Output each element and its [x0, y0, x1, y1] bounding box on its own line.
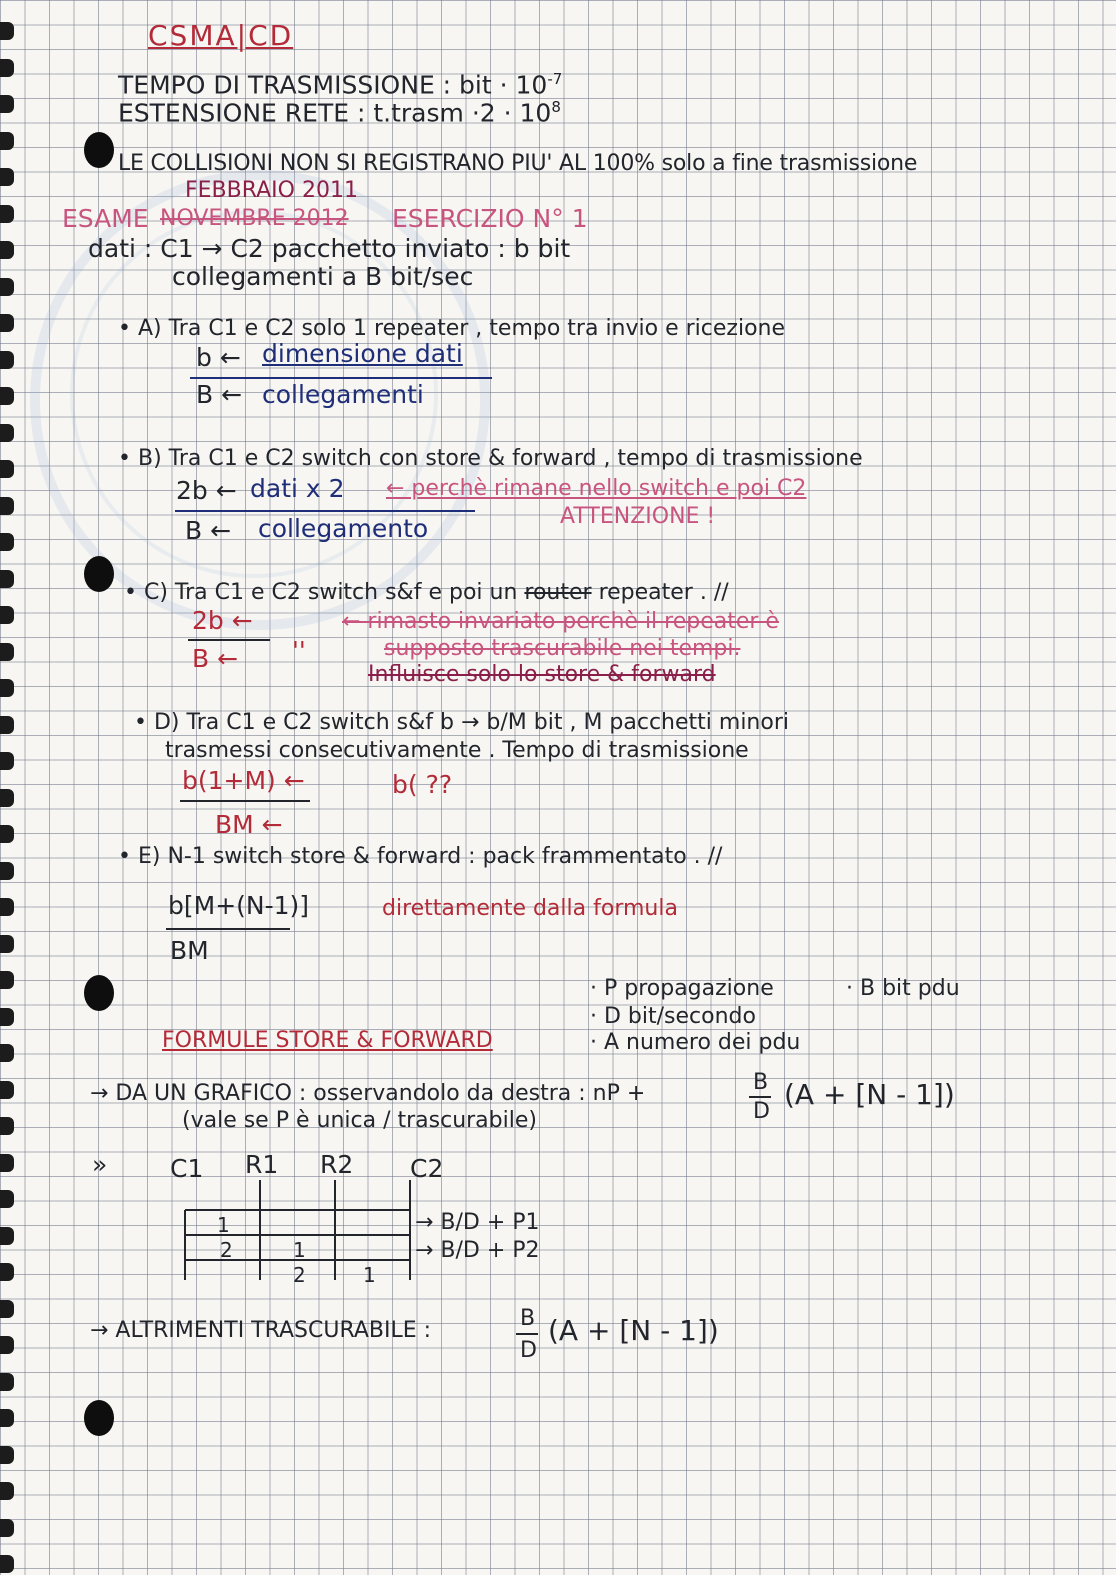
spiral-ring-icon: [0, 22, 14, 40]
spiral-ring-icon: [0, 825, 14, 843]
spiral-ring-icon: [0, 898, 14, 916]
spiral-ring-icon: [0, 789, 14, 807]
case-e-denominator: BM: [170, 936, 209, 965]
diagram-cell: 1: [293, 1238, 306, 1262]
page-title: CSMA|CD: [148, 19, 294, 52]
legend-propagation: · P propagazione: [590, 976, 774, 1001]
spiral-ring-icon: [0, 971, 14, 989]
graph-rule-condition: (vale se P è unica / trascurabile): [182, 1108, 537, 1133]
spiral-ring-icon: [0, 1263, 14, 1281]
spiral-ring-icon: [0, 59, 14, 77]
spiral-ring-icon: [0, 1409, 14, 1427]
spiral-ring-icon: [0, 168, 14, 186]
spiral-ring-icon: [0, 1555, 14, 1573]
case-b-text: • B) Tra C1 e C2 switch con store & forward , tempo di trasmissione: [118, 446, 863, 471]
diagram-cell: 2: [220, 1238, 233, 1262]
case-b-denominator-note: collegamento: [258, 514, 429, 543]
spiral-ring-icon: [0, 314, 14, 332]
legend-bits-pdu: · B bit pdu: [846, 976, 960, 1001]
case-c-note-2: supposto trascurabile nei tempi.: [384, 636, 741, 661]
spiral-ring-icon: [0, 862, 14, 880]
spiral-ring-icon: [0, 1190, 14, 1208]
spiral-ring-icon: [0, 387, 14, 405]
case-c-note-3: Influisce solo lo store & forward: [368, 662, 716, 687]
spiral-ring-icon: [0, 1446, 14, 1464]
spiral-ring-icon: [0, 1154, 14, 1172]
case-c-note-1: ← rimasto invariato perchè il repeater è: [342, 609, 779, 634]
fraction-bar: [166, 928, 290, 930]
otherwise-line: → ALTRIMENTI TRASCURABILE :: [90, 1318, 432, 1343]
spiral-ring-icon: [0, 497, 14, 515]
fraction-bar: [749, 1096, 771, 1098]
case-c-text: • C) Tra C1 e C2 switch s&f e poi un router repeater . //: [124, 580, 729, 605]
transmission-time-line: TEMPO DI TRASMISSIONE : bit · $10^{-7}$: [118, 70, 563, 100]
spiral-ring-icon: [0, 716, 14, 734]
spiral-ring-icon: [0, 752, 14, 770]
punch-hole-icon: [84, 975, 114, 1011]
fraction-bar: [180, 800, 310, 802]
punch-hole-icon: [84, 556, 114, 592]
graph-fraction-denominator: D: [753, 1099, 770, 1124]
diagram-label-c2: C2: [410, 1154, 444, 1183]
diagram-label-c1: C1: [170, 1154, 204, 1183]
attention-note: ATTENZIONE !: [560, 504, 716, 529]
network-extension-line: ESTENSIONE RETE : t.trasm $\cdot 2 \cdot 10^8$: [118, 98, 561, 128]
spiral-ring-icon: [0, 1081, 14, 1099]
graph-rule-rest: (A + [N - 1]): [784, 1078, 955, 1111]
formulas-heading: FORMULE STORE & FORWARD: [162, 1028, 493, 1053]
spiral-ring-icon: [0, 1482, 14, 1500]
case-c-denominator: B ←: [192, 644, 239, 673]
case-d-denominator: BM ←: [215, 810, 283, 839]
spiral-ring-icon: [0, 570, 14, 588]
case-a-numerator-note: dimensione dati: [262, 339, 463, 368]
spiral-ring-icon: [0, 424, 14, 442]
spiral-ring-icon: [0, 460, 14, 478]
otherwise-fraction-denominator: D: [520, 1338, 537, 1363]
legend-bit-second: · D bit/secondo: [590, 1004, 756, 1029]
diagram-cell: 1: [217, 1213, 230, 1237]
diagram-arrow-1: → B/D + P1: [415, 1210, 540, 1235]
spiral-ring-icon: [0, 205, 14, 223]
case-a-denominator: B ←: [196, 380, 243, 409]
case-d-question: b( ??: [392, 770, 453, 799]
store-forward-diagram: [175, 1180, 425, 1289]
exam-label: ESAME: [62, 204, 149, 233]
spiral-ring-icon: [0, 1519, 14, 1537]
case-e-note: direttamente dalla formula: [382, 896, 678, 921]
spiral-ring-icon: [0, 643, 14, 661]
diagram-label-r2: R2: [320, 1150, 354, 1179]
spiral-ring-icon: [0, 1300, 14, 1318]
collisions-note: LE COLLISIONI NON SI REGISTRANO PIU' AL 100% solo a fine trasmissione: [118, 151, 918, 176]
spiral-ring-icon: [0, 533, 14, 551]
case-b-numerator-note: dati x 2: [250, 474, 345, 503]
otherwise-rest: (A + [N - 1]): [548, 1314, 719, 1347]
exam-date: FEBBRAIO 2011: [185, 178, 358, 203]
spiral-ring-icon: [0, 1336, 14, 1354]
case-b-denominator: B ←: [185, 516, 232, 545]
case-d-text-2: trasmessi consecutivamente . Tempo di trasmissione: [165, 738, 749, 763]
diagram-cell: 1: [363, 1263, 376, 1287]
case-a-text: • A) Tra C1 e C2 solo 1 repeater , tempo tra invio e ricezione: [118, 316, 786, 341]
punch-hole-icon: [84, 1400, 114, 1436]
data-line: dati : C1 → C2 pacchetto inviato : b bit: [88, 234, 571, 263]
case-b-numerator: 2b ←: [176, 476, 237, 505]
spiral-ring-icon: [0, 278, 14, 296]
graph-rule-line: → DA UN GRAFICO : osservandolo da destra : nP +: [90, 1081, 646, 1106]
fraction-bar: [190, 377, 492, 379]
case-d-numerator: b(1+M) ←: [182, 766, 305, 795]
spiral-ring-icon: [0, 1373, 14, 1391]
fraction-bar: [516, 1333, 538, 1335]
spiral-ring-icon: [0, 132, 14, 150]
diagram-cell: 2: [293, 1263, 306, 1287]
diagram-arrow-2: → B/D + P2: [415, 1238, 540, 1263]
link-line: collegamenti a B bit/sec: [172, 262, 474, 291]
spiral-ring-icon: [0, 351, 14, 369]
case-b-side-note: ← perchè rimane nello switch e poi C2: [386, 476, 807, 501]
spiral-ring-icon: [0, 241, 14, 259]
spiral-ring-icon: [0, 95, 14, 113]
punch-hole-icon: [84, 132, 114, 168]
exam-struck-date: NOVEMBRE 2012: [160, 206, 349, 231]
spiral-ring-icon: [0, 1117, 14, 1135]
diagram-marker-icon: »: [92, 1150, 108, 1179]
diagram-label-r1: R1: [245, 1150, 279, 1179]
spiral-ring-icon: [0, 1227, 14, 1245]
spiral-ring-icon: [0, 679, 14, 697]
legend-pdu-count: · A numero dei pdu: [590, 1030, 801, 1055]
case-c-numerator: 2b ←: [192, 606, 253, 635]
case-a-denominator-note: collegamenti: [262, 380, 424, 409]
fraction-bar: [188, 639, 270, 641]
spiral-ring-icon: [0, 935, 14, 953]
spiral-ring-icon: [0, 1044, 14, 1062]
exercise-label: ESERCIZIO N° 1: [392, 204, 588, 233]
case-a-numerator: b ←: [196, 343, 241, 372]
case-e-text: • E) N-1 switch store & forward : pack frammentato . //: [118, 844, 723, 869]
spiral-ring-icon: [0, 606, 14, 624]
case-d-text: • D) Tra C1 e C2 switch s&f b → b/M bit , M pacchetti minori: [134, 710, 789, 735]
case-e-numerator: b[M+(N-1)]: [168, 891, 310, 920]
spiral-ring-icon: [0, 1008, 14, 1026]
case-c-ditto: '': [292, 636, 306, 665]
graph-fraction-numerator: B: [753, 1070, 769, 1095]
otherwise-fraction-numerator: B: [520, 1306, 536, 1331]
fraction-bar: [175, 510, 475, 512]
